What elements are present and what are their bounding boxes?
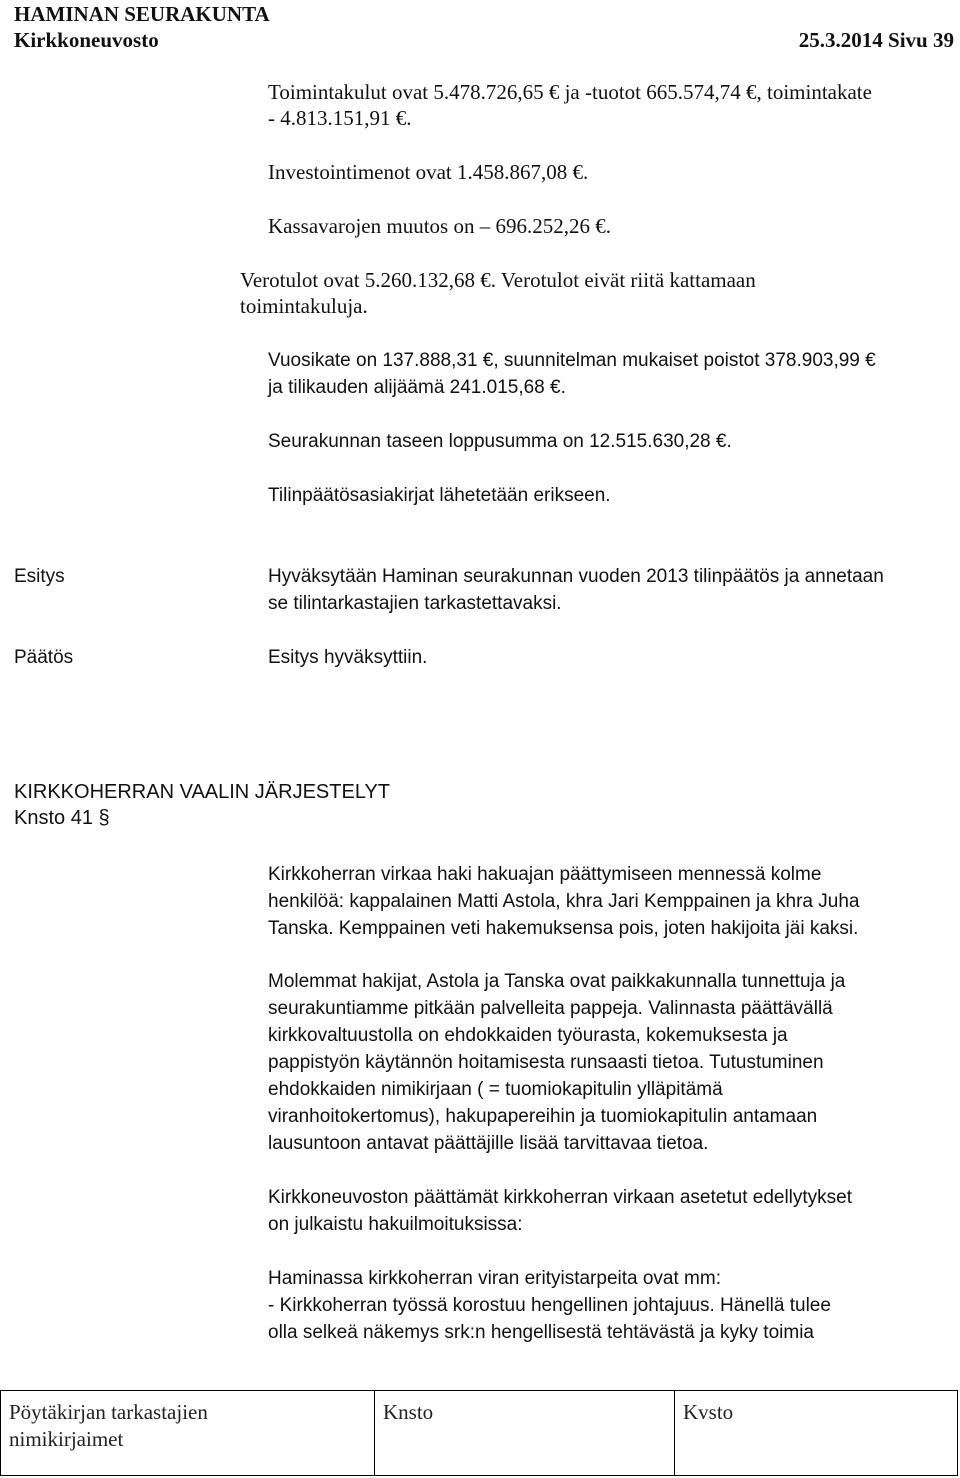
finance-line-7: Tilinpäätösasiakirjat lähetetään erikseen. — [268, 485, 611, 506]
paragraph-applicants — [268, 861, 859, 942]
paragraph-line: - Kirkkoherran työssä korostuu hengellinen johtajuus. Hänellä tulee — [268, 1295, 831, 1316]
paragraph-line: kirkkovaltuustolla on ehdokkaiden työurasta, kokemuksesta ja — [268, 1025, 788, 1046]
paragraph-line: Tanska. Kemppainen veti hakemuksensa pois, joten hakijoita jäi kaksi. — [268, 918, 859, 939]
paragraph-line: Kirkkoneuvoston päättämät kirkkoherran virkaan asetetut edellytykset — [268, 1187, 853, 1208]
footer-cell-knsto — [375, 1391, 675, 1475]
date-and-page: 25.3.2014 Sivu 39 — [798, 28, 954, 52]
decision-text: Esitys hyväksyttiin. — [268, 647, 428, 668]
paragraph-line: Kirkkoherran virkaa haki hakuajan päättymiseen mennessä kolme — [268, 864, 822, 885]
proposal-line-1: Hyväksytään Haminan seurakunnan vuoden 2013 tilinpäätös ja annetaan — [268, 566, 884, 587]
section-number: Knsto 41 § — [14, 807, 110, 829]
paragraph-line: Haminassa kirkkoherran viran erityistarpeita ovat mm: — [268, 1268, 721, 1289]
footer-cell-inspectors — [1, 1391, 375, 1475]
footer-label: Pöytäkirjan tarkastajien — [9, 1400, 208, 1424]
footer-label: nimikirjaimet — [9, 1427, 124, 1451]
finance-line-5b: ja tilikauden alijäämä 241.015,68 €. — [268, 377, 566, 398]
org-name: HAMINAN SEURAKUNTA — [14, 2, 270, 26]
footer-label: Knsto — [383, 1400, 434, 1424]
paragraph-candidates — [268, 968, 845, 1157]
footer-cell-kvsto — [675, 1391, 957, 1475]
paragraph-line: olla selkeä näkemys srk:n hengellisestä tehtävästä ja kyky toimia — [268, 1322, 814, 1343]
paragraph-line: seurakuntiamme pitkään palvelleita pappeja. Valinnasta päättävällä — [268, 998, 833, 1019]
finance-line-1: Toimintakulut ovat 5.478.726,65 € ja -tuotot 665.574,74 €, toimintakate — [268, 80, 872, 104]
meeting-body: Kirkkoneuvosto — [14, 28, 159, 52]
paragraph-line: henkilöä: kappalainen Matti Astola, khra Jari Kemppainen ja khra Juha — [268, 891, 860, 912]
footer-label: Kvsto — [683, 1400, 734, 1424]
paragraph-requirements — [268, 1184, 852, 1238]
paragraph-line: lausuntoon antavat päättäjille lisää tarvittavaa tietoa. — [268, 1133, 709, 1154]
proposal-label: Esitys — [14, 566, 65, 587]
finance-line-3: Kassavarojen muutos on – 696.252,26 €. — [268, 214, 611, 238]
finance-line-1b: - 4.813.151,91 €. — [268, 106, 412, 130]
finance-line-2: Investointimenot ovat 1.458.867,08 €. — [268, 160, 589, 184]
paragraph-line: Molemmat hakijat, Astola ja Tanska ovat paikkakunnalla tunnettuja ja — [268, 971, 846, 992]
paragraph-line: ehdokkaiden nimikirjaan ( = tuomiokapitulin ylläpitämä — [268, 1079, 723, 1100]
paragraph-special-needs — [268, 1265, 831, 1346]
paragraph-line: pappistyön käytännön hoitamisesta runsaasti tietoa. Tutustuminen — [268, 1052, 824, 1073]
finance-line-5a: Vuosikate on 137.888,31 €, suunnitelman mukaiset poistot 378.903,99 € — [268, 350, 876, 371]
finance-line-6: Seurakunnan taseen loppusumma on 12.515.630,28 €. — [268, 431, 732, 452]
paragraph-line: viranhoitokertomus), hakupapereihin ja tuomiokapitulin antamaan — [268, 1106, 818, 1127]
footer-signature-table — [0, 1390, 958, 1476]
proposal-line-2: se tilintarkastajien tarkastettavaksi. — [268, 593, 562, 614]
section-title: KIRKKOHERRAN VAALIN JÄRJESTELYT — [14, 781, 391, 803]
finance-line-4a: Verotulot ovat 5.260.132,68 €. Verotulot eivät riitä kattamaan — [240, 268, 756, 292]
finance-line-4b: toimintakuluja. — [240, 294, 368, 318]
decision-label: Päätös — [14, 647, 74, 668]
paragraph-line: on julkaistu hakuilmoituksissa: — [268, 1214, 523, 1235]
